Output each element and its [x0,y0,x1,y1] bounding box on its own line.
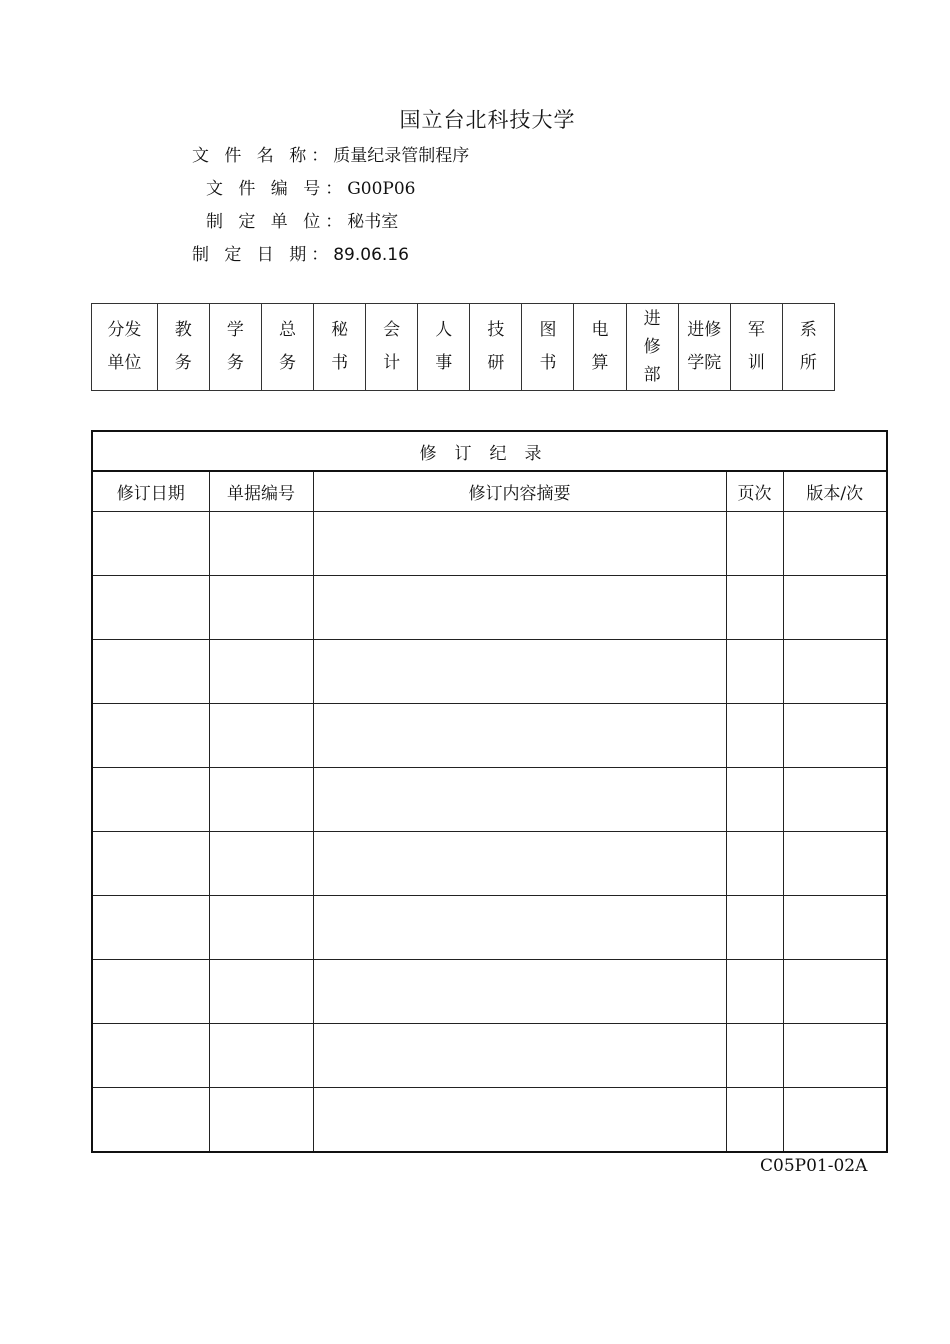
table-cell[interactable] [726,1024,783,1088]
table-cell[interactable] [209,576,313,640]
table-cell[interactable] [92,768,209,832]
table-cell[interactable] [313,512,726,576]
table-cell[interactable] [726,640,783,704]
table-cell[interactable] [209,512,313,576]
table-cell[interactable] [313,1024,726,1088]
meta-value: 质量纪录管制程序 [333,146,470,166]
table-cell[interactable] [783,512,887,576]
column-header: 修订日期 [92,471,209,512]
meta-file-name [192,141,469,166]
table-row [92,576,887,640]
table-cell[interactable] [783,896,887,960]
table-cell[interactable] [92,1088,209,1153]
table-row [92,832,887,896]
table-cell[interactable] [783,1024,887,1088]
table-cell[interactable] [92,576,209,640]
meta-label: 制 定 单 位： [206,212,348,232]
dept-cell: 会 计 [366,304,418,391]
table-cell[interactable] [726,704,783,768]
table-row [92,704,887,768]
document-title: 国立台北科技大学 [399,108,576,132]
table-cell[interactable] [726,960,783,1024]
meta-unit [206,207,398,232]
table-row [92,1088,887,1153]
table-row [92,768,887,832]
table-cell[interactable] [92,1024,209,1088]
table-cell[interactable] [783,640,887,704]
table-row [92,960,887,1024]
table-cell[interactable] [313,640,726,704]
table-cell[interactable] [726,1088,783,1153]
column-header: 修订内容摘要 [313,471,726,512]
table-cell[interactable] [209,704,313,768]
table-cell[interactable] [783,832,887,896]
column-header: 单据编号 [209,471,313,512]
dept-cell: 学 务 [209,304,261,391]
table-cell[interactable] [92,832,209,896]
meta-label: 制 定 日 期： [192,245,334,265]
dept-cell: 进 修 部 [626,304,678,391]
table-cell[interactable] [313,704,726,768]
meta-label: 文 件 名 称： [192,146,334,166]
table-cell[interactable] [783,576,887,640]
table-cell[interactable] [209,1024,313,1088]
dept-cell: 教 务 [157,304,209,391]
table-cell[interactable] [313,832,726,896]
dept-cell: 图 书 [522,304,574,391]
table-cell[interactable] [726,768,783,832]
table-cell[interactable] [783,1088,887,1153]
dept-cell: 人 事 [418,304,470,391]
table-cell[interactable] [92,512,209,576]
dept-cell: 总 务 [261,304,313,391]
column-header: 页次 [726,471,783,512]
dept-cell: 电 算 [574,304,626,391]
table-cell[interactable] [92,704,209,768]
table-cell[interactable] [783,768,887,832]
meta-file-number [206,174,416,199]
table-cell[interactable] [209,832,313,896]
table-cell[interactable] [313,960,726,1024]
table-row [92,512,887,576]
revision-table-title: 修订纪录 [92,431,887,471]
table-row [92,1024,887,1088]
dept-cell: 军 训 [730,304,782,391]
distribution-unit-label: 分发 单位 [92,304,158,391]
revision-record-table [91,430,888,1153]
table-cell[interactable] [209,896,313,960]
meta-date [192,240,409,265]
table-cell[interactable] [313,768,726,832]
table-cell[interactable] [209,960,313,1024]
table-cell[interactable] [313,896,726,960]
table-cell[interactable] [726,576,783,640]
table-row [92,640,887,704]
table-cell[interactable] [92,640,209,704]
dept-cell: 技 研 [470,304,522,391]
meta-value: 89.06.16 [333,245,409,265]
meta-label: 文 件 编 号： [206,179,348,199]
table-cell[interactable] [783,960,887,1024]
table-cell[interactable] [783,704,887,768]
table-cell[interactable] [209,640,313,704]
dept-cell: 进修 学院 [678,304,730,391]
table-cell[interactable] [726,512,783,576]
table-row [92,896,887,960]
dept-cell: 系 所 [782,304,834,391]
table-cell[interactable] [92,896,209,960]
table-cell[interactable] [313,1088,726,1153]
table-cell[interactable] [726,896,783,960]
column-header: 版本/次 [783,471,887,512]
table-cell[interactable] [209,768,313,832]
table-cell[interactable] [92,960,209,1024]
table-cell[interactable] [313,576,726,640]
meta-value: 秘书室 [347,212,399,232]
dept-cell: 秘 书 [314,304,366,391]
table-cell[interactable] [209,1088,313,1153]
distribution-table [91,303,835,391]
meta-value: G00P06 [347,179,416,199]
table-cell[interactable] [726,832,783,896]
form-code: C05P01-02A [760,1156,868,1176]
